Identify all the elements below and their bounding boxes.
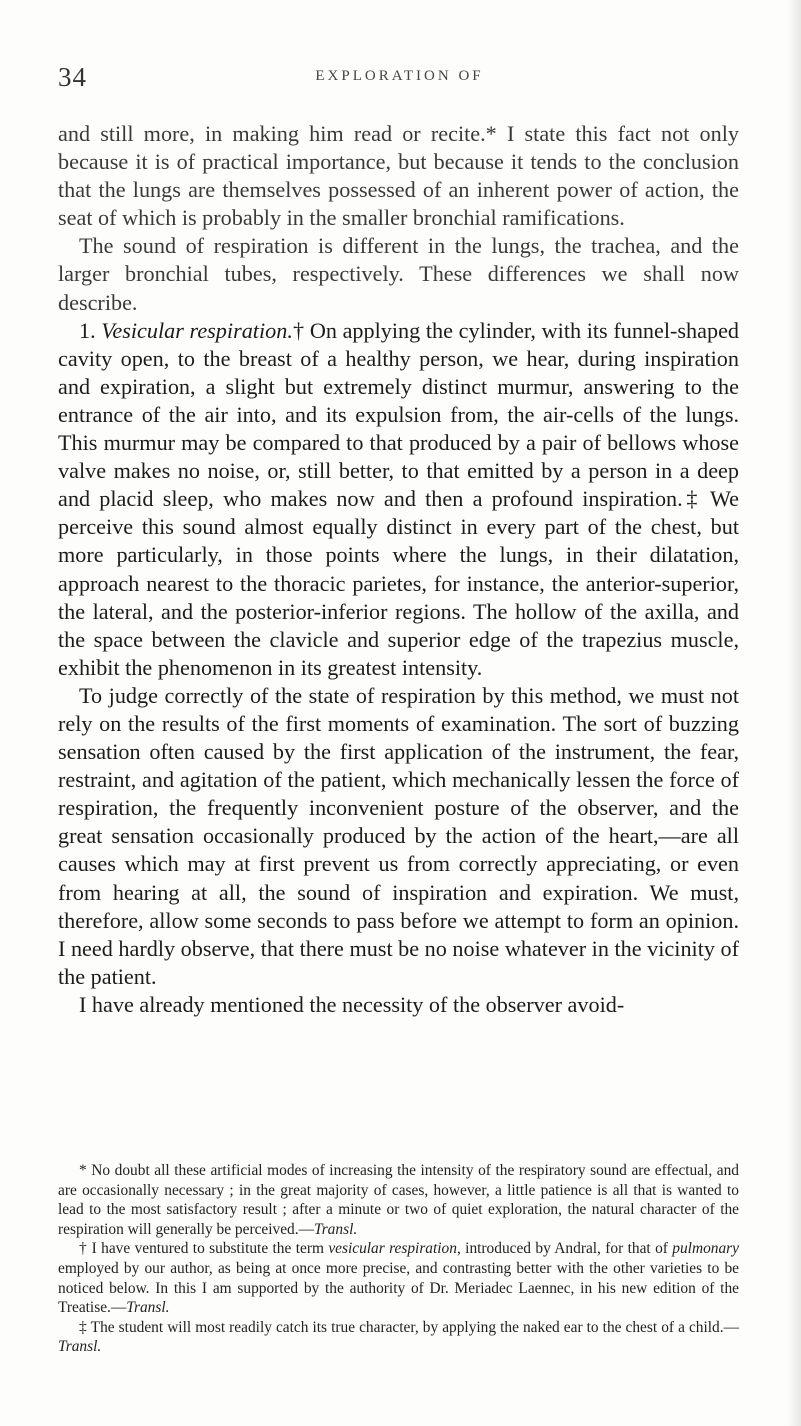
footnote-3-text: ‡ The student will most readily catch its true character, by applying the naked ear to the chest of a child.—: [79, 1318, 739, 1336]
footnote-1: [58, 1161, 739, 1239]
footnote-2-term-pulmonary: pulmonary: [672, 1240, 739, 1258]
paragraph-observer: I have already mentioned the necessity of the observer avoid-: [79, 991, 625, 1017]
footnote-1-signature: Transl.: [313, 1220, 358, 1238]
footnote-2-text-c: employed by our author, as being at once more precise, and contrasting better with the other varieties to be noticed below. In this I am supported by the authority of Dr. Meriadec Laennec, in his new edition of the Treatise.—: [58, 1259, 739, 1317]
body-text: [58, 120, 739, 1019]
footnote-2-term-vesicular: vesicular respiration: [328, 1240, 457, 1258]
section-text: On applying the cylinder, with its funnel-shaped cavity open, to the breast of a healthy person, we hear, during inspiration and expiration, a slight but extremely distinct murmur, answering to the entrance of the air into, and its expulsion from, the air-cells of the lungs. This murmur may be compared to that produced by a pair of bellows whose valve makes no noise, or, still better, to that emitted by a person in a deep and placid sleep, who makes now and then a profound inspiration.‡ We perceive this sound almost equally distinct in every part of the chest, but more particularly, in those points where the lungs, in their dilatation, approach nearest to the thoracic parietes, for instance, the anterior-superior, the lateral, and the posterior-inferior regions. The hollow of the axilla, and the space between the clavicle and superior edge of the trapezius muscle, exhibit the phenomenon in its greatest intensity.: [58, 317, 740, 680]
page-edge-shadow: [787, 0, 801, 1426]
page-header: [58, 62, 741, 92]
section-number: 1.: [79, 317, 102, 343]
footnote-3-signature: Transl.: [58, 1338, 102, 1356]
footnote-2-text-b: , introduced by Andral, for that of: [456, 1240, 673, 1258]
paragraph-continuation: and still more, in making him read or recite.* I state this fact not only because it is of practical importance, but because it tends to the conclusion that the lungs are themselves possessed of an inherent power of action, the seat of which is probably in the smaller bronchial ramifications.: [58, 121, 739, 231]
footnotes: [58, 1161, 739, 1357]
section-title: Vesicular respiration.: [101, 317, 293, 343]
paragraph-vesicular-respiration: [58, 317, 739, 682]
footnote-2: [58, 1239, 739, 1317]
footnote-3: [58, 1318, 739, 1357]
footnote-1-text: * No doubt all these artificial modes of increasing the intensity of the respiratory sound are effectual, and are occasionally necessary ; in the great majority of cases, however, a little patience is all that is wanted to lead to the most satisfactory result ; after a minute or two of quiet exploration, the natural character of the respiration will generally be perceived.—: [58, 1162, 739, 1238]
footnote-2-signature: Transl.: [126, 1299, 170, 1317]
footnote-2-text-a: † I have ventured to substitute the term: [79, 1240, 329, 1258]
paragraph-judging-respiration: To judge correctly of the state of respiration by this method, we must not rely on the results of the first moments of examination. The sort of buzzing sensation often caused by the first application of the instrument, the fear, restraint, and agitation of the patient, which mechanically lessen the force of respiration, the frequently inconvenient posture of the observer, and the great sensation occasionally produced by the action of the heart,—are all causes which may at first prevent us from correctly appreciating, or even from hearing at all, the sound of inspiration and expiration. We must, therefore, allow some seconds to pass before we attempt to form an opinion. I need hardly observe, that there must be no noise whatever in the vicinity of the patient.: [58, 682, 739, 989]
page-number: 34: [58, 62, 87, 92]
footnote-mark: †: [292, 317, 305, 343]
paragraph-sound-of-respiration: The sound of respiration is different in the lungs, the trachea, and the larger bronchial tubes, respectively. These differences we shall now describe.: [58, 233, 739, 315]
running-head: EXPLORATION OF: [315, 68, 484, 84]
